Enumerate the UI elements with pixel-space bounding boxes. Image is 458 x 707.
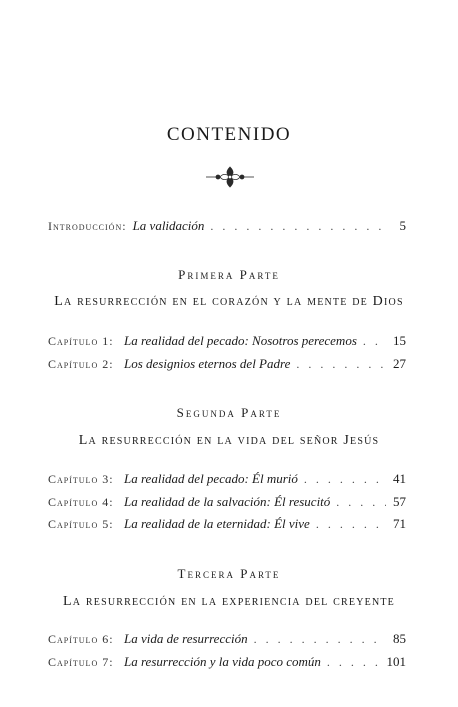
dot-leader: [336, 495, 386, 510]
dot-leader: [210, 219, 386, 234]
chapter-title: La realidad de la salvación: Él resucitó: [124, 494, 331, 509]
chapter-label: Capítulo 3:: [48, 472, 114, 486]
chapter-label: Capítulo 6:: [48, 632, 114, 646]
page-number: 71: [393, 516, 406, 531]
part-title: La resurrección en la experiencia del creyente: [63, 594, 395, 609]
toc-entry-chapter-2[interactable]: [48, 356, 406, 374]
chapter-label: Capítulo 2:: [48, 357, 114, 371]
chapter-title: La realidad del pecado: Nosotros perecemos: [124, 333, 357, 348]
toc-entry-introduction[interactable]: [48, 218, 406, 236]
dot-leader: [254, 632, 386, 647]
part-heading: Tercera Parte: [177, 566, 281, 581]
chapter-title: La realidad de la eternidad: Él vive: [124, 516, 310, 531]
part-heading: Segunda Parte: [176, 405, 282, 420]
page-title: CONTENIDO: [166, 124, 292, 145]
page-number: 57: [393, 494, 406, 509]
chapter-label: Capítulo 4:: [48, 495, 114, 509]
part-title: La resurrección en el corazón y la mente de Dios: [54, 294, 404, 309]
toc-entry-chapter-7[interactable]: [48, 654, 406, 672]
page-number: 27: [393, 356, 406, 371]
dot-leader: [296, 357, 386, 372]
chapter-title: La resurrección y la vida poco común: [124, 654, 321, 669]
page-number: 101: [386, 654, 406, 669]
page-number: 5: [399, 218, 406, 233]
toc-entry-chapter-6[interactable]: [48, 631, 406, 649]
toc-entry-chapter-3[interactable]: [48, 471, 406, 489]
chapter-title: Los designios eternos del Padre: [124, 356, 291, 371]
dot-leader: [316, 517, 386, 532]
toc-entry-chapter-4[interactable]: [48, 494, 406, 512]
chapter-label: Capítulo 7:: [48, 655, 114, 669]
entry-title: La validación: [132, 218, 205, 233]
chapter-label: Capítulo 5:: [48, 517, 114, 531]
part-heading: Primera Parte: [178, 267, 280, 282]
fleuron-ornament-icon: [204, 165, 256, 189]
dot-leader: [327, 655, 381, 670]
page-number: 15: [393, 333, 406, 348]
dot-leader: [304, 472, 386, 487]
page-number: 85: [393, 631, 406, 646]
toc-entry-chapter-1[interactable]: [48, 333, 406, 351]
entry-label: Introducción:: [48, 219, 127, 233]
chapter-label: Capítulo 1:: [48, 334, 114, 348]
chapter-title: La realidad del pecado: Él murió: [124, 471, 298, 486]
toc-entry-chapter-5[interactable]: [48, 516, 406, 534]
page-number: 41: [393, 471, 406, 486]
dot-leader: [363, 334, 386, 349]
chapter-title: La vida de resurrección: [124, 631, 248, 646]
part-title: La resurrección en la vida del señor Jesús: [78, 433, 380, 448]
